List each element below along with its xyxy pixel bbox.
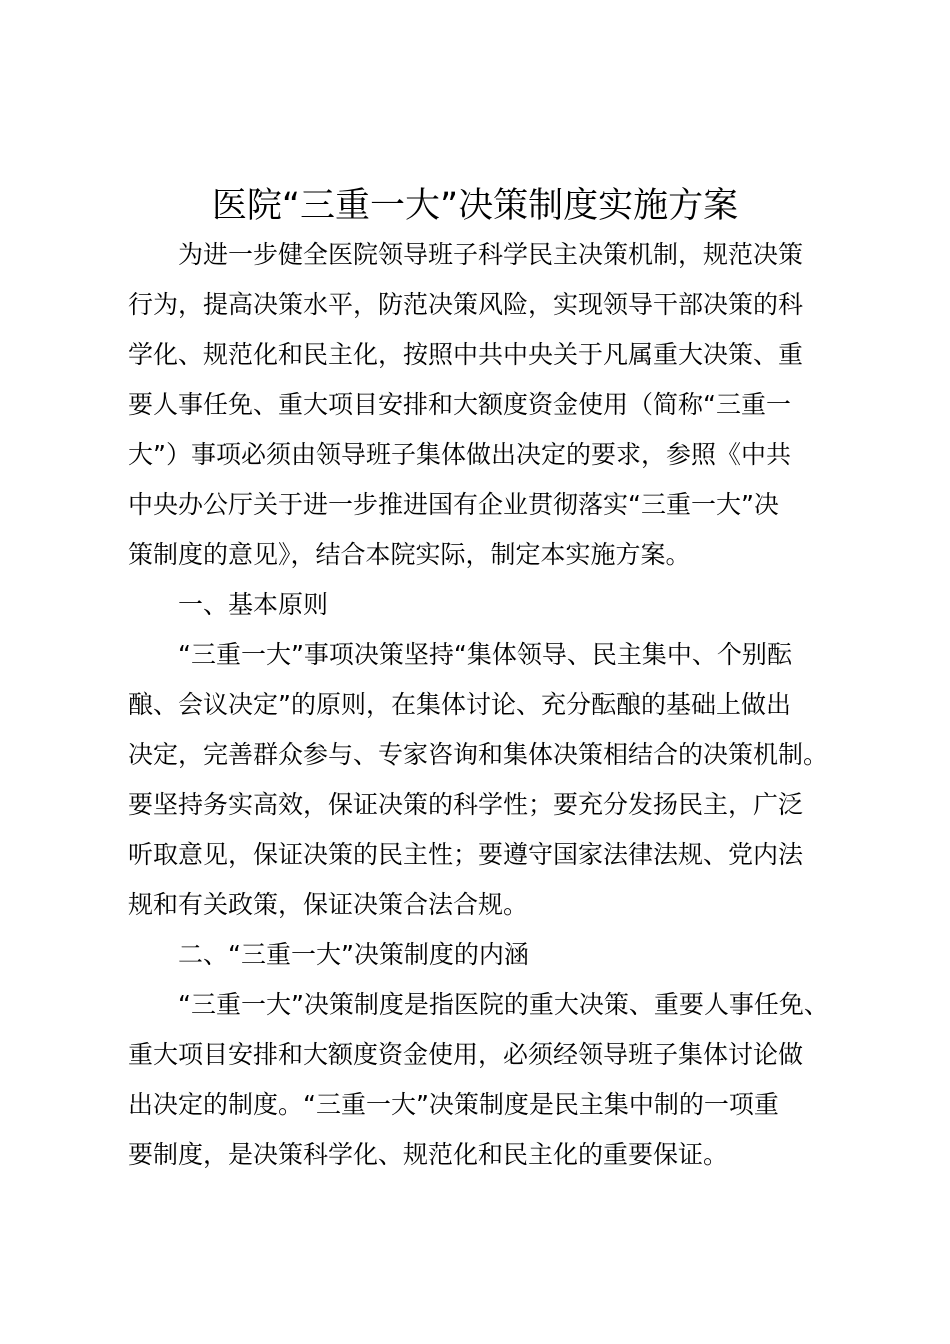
- paragraph-line: 出决定的制度。“三重一大”决策制度是民主集中制的一项重: [128, 1090, 779, 1119]
- paragraph-line: 要制度，是决策科学化、规范化和民主化的重要保证。: [128, 1140, 729, 1169]
- paragraph-line: 要人事任免、重大项目安排和大额度资金使用（简称“三重一: [128, 390, 791, 419]
- paragraph-line: “三重一大”决策制度是指医院的重大决策、重要人事任免、: [178, 990, 829, 1019]
- principles-paragraph: [128, 630, 848, 930]
- paragraph-line: 要坚持务实高效，保证决策的科学性；要充分发扬民主，广泛: [128, 790, 804, 819]
- document-body: [128, 230, 848, 1180]
- paragraph-line: 学化、规范化和民主化，按照中共中央关于凡属重大决策、重: [128, 340, 804, 369]
- paragraph-line: “三重一大”事项决策坚持“集体领导、民主集中、个别酝: [178, 640, 792, 669]
- paragraph-line: 酿、会议决定”的原则，在集体讨论、充分酝酿的基础上做出: [128, 690, 791, 719]
- section-heading-connotation: [128, 930, 848, 980]
- paragraph-line: 行为，提高决策水平，防范决策风险，实现领导干部决策的科: [128, 290, 804, 319]
- paragraph-line: 规和有关政策，保证决策合法合规。: [128, 890, 529, 919]
- intro-paragraph: [128, 230, 848, 580]
- paragraph-line: 听取意见，保证决策的民主性；要遵守国家法律法规、党内法: [128, 840, 804, 869]
- paragraph-line: 决定，完善群众参与、专家咨询和集体决策相结合的决策机制。: [128, 740, 829, 769]
- paragraph-line: 大”）事项必须由领导班子集体做出决定的要求，参照《中共: [128, 440, 791, 469]
- connotation-paragraph: [128, 980, 848, 1180]
- section-heading: 一、基本原则: [178, 590, 329, 619]
- document-title: 医院“三重一大”决策制度实施方案: [211, 186, 739, 226]
- section-heading-basic-principles: [128, 580, 848, 630]
- paragraph-line: 中央办公厅关于进一步推进国有企业贯彻落实“三重一大”决: [128, 490, 779, 519]
- paragraph-line: 策制度的意见》，结合本院实际，制定本实施方案。: [128, 540, 691, 569]
- section-heading: 二、“三重一大”决策制度的内涵: [178, 940, 529, 969]
- paragraph-line: 重大项目安排和大额度资金使用，必须经领导班子集体讨论做: [128, 1040, 804, 1069]
- paragraph-line: 为进一步健全医院领导班子科学民主决策机制，规范决策: [178, 240, 804, 269]
